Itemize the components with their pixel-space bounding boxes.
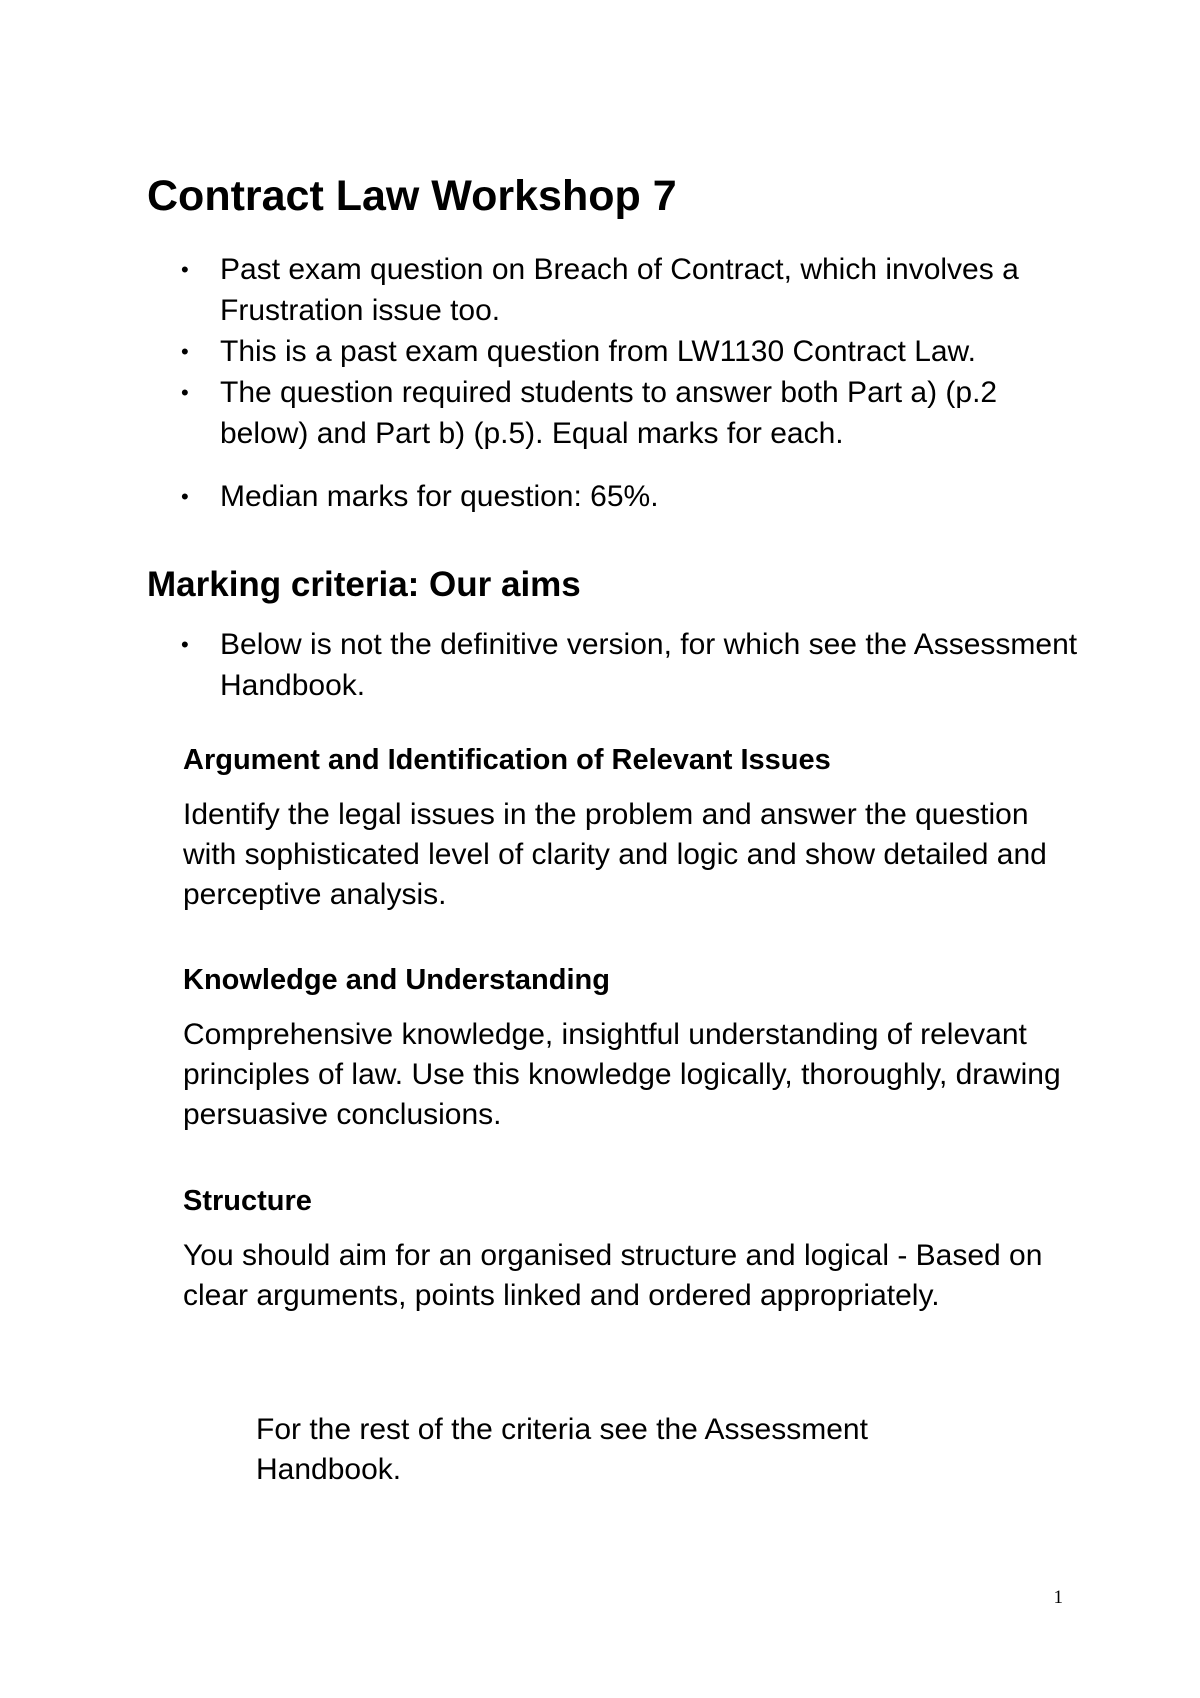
criterion-heading-argument: Argument and Identification of Relevant Issues (183, 744, 831, 776)
list-item (147, 624, 1087, 706)
criterion-heading-knowledge: Knowledge and Understanding (183, 964, 610, 996)
marking-criteria-heading: Marking criteria: Our aims (147, 565, 581, 604)
list-item-text: This is a past exam question from LW1130 Contract Law. (220, 335, 976, 368)
bullet-icon: • (181, 632, 189, 657)
criterion-text-argument: Identify the legal issues in the problem and answer the question with sophisticated level of clarity and logic and show detailed and perceptive analysis. (183, 798, 1047, 911)
closing-note: For the rest of the criteria see the Assessment Handbook. (256, 1413, 868, 1486)
document-title: Contract Law Workshop 7 (147, 172, 677, 220)
list-item-text: Past exam question on Breach of Contract, which involves a Frustration issue too. (220, 253, 1019, 327)
list-item-text: Below is not the definitive version, for which see the Assessment Handbook. (220, 628, 1078, 702)
criterion-text-knowledge: Comprehensive knowledge, insightful understanding of relevant principles of law. Use this knowledge logically, thoroughly, drawing persuasive conclusions. (183, 1018, 1061, 1131)
list-item-text: The question required students to answer both Part a) (p.2 below) and Part b) (p.5). Equal marks for each. (220, 376, 998, 450)
list-item (147, 249, 1087, 331)
bullet-icon: • (181, 380, 189, 405)
criterion-heading-structure: Structure (183, 1185, 312, 1217)
criterion-text-structure: You should aim for an organised structure and logical - Based on clear arguments, points linked and ordered appropriately. (183, 1239, 1043, 1312)
list-item (147, 476, 1087, 517)
bullet-icon: • (181, 257, 189, 282)
intro-bullet-list (147, 249, 1087, 517)
bullet-icon: • (181, 484, 189, 509)
marking-bullet-list (147, 624, 1087, 706)
page-number: 1 (1053, 1587, 1063, 1608)
bullet-icon: • (181, 339, 189, 364)
list-item-text: Median marks for question: 65%. (220, 480, 659, 513)
list-item (147, 331, 1087, 372)
list-item (147, 372, 1087, 454)
